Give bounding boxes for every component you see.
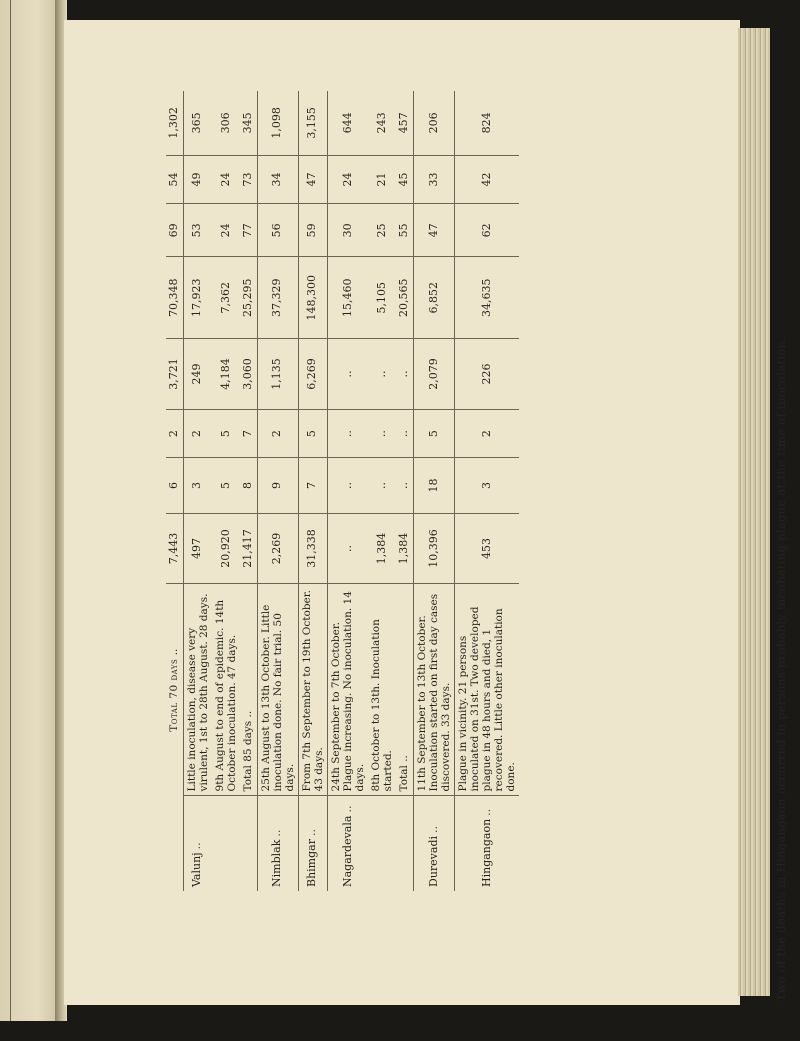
location-name: Nagardevala (340, 815, 354, 887)
cell-col4: 1,135 (257, 339, 298, 410)
period-description: Total .. (396, 584, 413, 796)
cell-col4: 249 (183, 339, 212, 410)
table-row (368, 91, 396, 891)
cell-persons: 2,269 (257, 513, 298, 584)
cell-col7: 24 (212, 155, 240, 204)
cell-col2: 18 (413, 458, 454, 513)
cell-col7: 42 (454, 155, 519, 204)
table-row (298, 91, 327, 891)
location-dots: .. (270, 829, 284, 837)
total-70-days-row (166, 91, 183, 891)
cell-col2: 3 (183, 458, 212, 513)
cell-col8: 365 (183, 91, 212, 155)
cell-col5: 37,329 (257, 257, 298, 339)
cell-col7: 21 (368, 155, 396, 204)
period-description: 9th August to end of epidemic. 14th October inoculation. 47 days. (212, 584, 240, 796)
total-70-col6: 69 (166, 204, 183, 257)
location-name: Nimblak (270, 839, 284, 887)
cell-col4: .. (368, 339, 396, 410)
cell-persons: 1,384 (396, 513, 413, 584)
cell-col3: 5 (413, 409, 454, 458)
footnote: Two of the deaths in Hingangaon occurred in persons probably incubating plague at the time of inoculation. (774, 336, 788, 1001)
cell-col3: 2 (454, 409, 519, 458)
cell-persons: 10,396 (413, 513, 454, 584)
cell-persons: 21,417 (240, 513, 257, 584)
cell-col8: 457 (396, 91, 413, 155)
cell-col5: 5,105 (368, 257, 396, 339)
cell-col2: 8 (240, 458, 257, 513)
location-name: Durevadi (426, 835, 440, 887)
cell-col8: 306 (212, 91, 240, 155)
cell-col6: 25 (368, 204, 396, 257)
cell-col2: 3 (454, 458, 519, 513)
cell-col3: .. (327, 409, 368, 458)
cell-col4: 2,079 (413, 339, 454, 410)
cell-col5: 25,295 (240, 257, 257, 339)
cell-col8: 206 (413, 91, 454, 155)
location-name: Bhimgar (305, 839, 319, 887)
period-description: 24th September to 7th October. Plague increasing. No inoculation. 14 days. (327, 584, 368, 796)
cell-col6: 77 (240, 204, 257, 257)
period-description: Plague in vicinity. 21 persons inoculated on 31st. Two developed plague in 48 hours and died, 1 recovered. Little other inoculation done. (454, 584, 519, 796)
cell-col7: 47 (298, 155, 327, 204)
period-description: From 7th September to 19th October. 43 days. (298, 584, 327, 796)
period-description: 11th September to 13th October. Inoculation started on first day cases discovered. 33 days. (413, 584, 454, 796)
cell-persons: 1,384 (368, 513, 396, 584)
cell-col6: 62 (454, 204, 519, 257)
total-70-col3: 2 (166, 409, 183, 458)
cell-col6: 59 (298, 204, 327, 257)
cell-col8: 345 (240, 91, 257, 155)
cell-col7: 49 (183, 155, 212, 204)
total-70-col4: 3,721 (166, 339, 183, 410)
cell-col8: 644 (327, 91, 368, 155)
cell-col4: 3,060 (240, 339, 257, 410)
cell-col2: .. (396, 458, 413, 513)
period-description: 25th August to 13th October. Little inoculation done. No fair trial. 50 days. (257, 584, 298, 796)
cell-col3: 2 (183, 409, 212, 458)
book-page (64, 20, 788, 1005)
cell-col2: .. (368, 458, 396, 513)
cell-col4: 4,184 (212, 339, 240, 410)
table-row (413, 91, 454, 891)
cell-persons: 453 (454, 513, 519, 584)
cell-col3: 5 (298, 409, 327, 458)
cell-persons: 31,338 (298, 513, 327, 584)
cell-col3: 5 (212, 409, 240, 458)
cell-col5: 15,460 (327, 257, 368, 339)
period-description: Little inoculation, disease very virulent, 1st to 28th August. 28 days. (183, 584, 212, 796)
total-70-persons: 7,443 (166, 513, 183, 584)
page-block-edge (738, 28, 770, 996)
total-70-col7: 54 (166, 155, 183, 204)
cell-col4: .. (327, 339, 368, 410)
facing-page-border (10, 0, 11, 1021)
cell-persons: .. (327, 513, 368, 584)
location-name: Valunj (190, 852, 204, 887)
cell-col3: 7 (240, 409, 257, 458)
cell-col6: 53 (183, 204, 212, 257)
cell-col8: 243 (368, 91, 396, 155)
table-body (166, 91, 519, 891)
rotated-table-page (64, 20, 800, 1041)
cell-col8: 3,155 (298, 91, 327, 155)
cell-persons: 497 (183, 513, 212, 584)
total-70-label: Total 70 days (168, 658, 181, 732)
location-name: Hingangaon (479, 818, 493, 887)
total-70-dots: .. (168, 648, 181, 656)
location-dots: .. (305, 829, 319, 837)
cell-col4: 6,269 (298, 339, 327, 410)
cell-col4: 226 (454, 339, 519, 410)
cell-col2: 7 (298, 458, 327, 513)
location-dots: .. (190, 842, 204, 850)
cell-col5: 17,923 (183, 257, 212, 339)
cell-col3: 2 (257, 409, 298, 458)
cell-col6: 56 (257, 204, 298, 257)
period-description: 8th October to 13th. Inoculation started. (368, 584, 396, 796)
cell-col8: 824 (454, 91, 519, 155)
table-row (257, 91, 298, 891)
cell-col7: 24 (327, 155, 368, 204)
cell-col3: .. (396, 409, 413, 458)
cell-col7: 45 (396, 155, 413, 204)
cell-col7: 73 (240, 155, 257, 204)
table-row (454, 91, 519, 891)
cell-col5: 148,300 (298, 257, 327, 339)
cell-persons: 20,920 (212, 513, 240, 584)
period-description: Total 85 days .. (240, 584, 257, 796)
cell-col2: 9 (257, 458, 298, 513)
cell-col5: 7,362 (212, 257, 240, 339)
cell-col6: 24 (212, 204, 240, 257)
cell-col5: 6,852 (413, 257, 454, 339)
cell-col7: 33 (413, 155, 454, 204)
location-dots: .. (479, 808, 493, 816)
cell-col5: 20,565 (396, 257, 413, 339)
location-dots: .. (426, 825, 440, 833)
table-row (396, 91, 413, 891)
total-70-col8: 1,302 (166, 91, 183, 155)
plague-statistics-table (166, 91, 519, 891)
total-70-col5: 70,348 (166, 257, 183, 339)
total-70-col2: 6 (166, 458, 183, 513)
table-row (240, 91, 257, 891)
cell-col7: 34 (257, 155, 298, 204)
cell-col2: .. (327, 458, 368, 513)
table-row (212, 91, 240, 891)
cell-col8: 1,098 (257, 91, 298, 155)
cell-col6: 55 (396, 204, 413, 257)
cell-col5: 34,635 (454, 257, 519, 339)
cell-col6: 30 (327, 204, 368, 257)
cell-col2: 5 (212, 458, 240, 513)
table-row (327, 91, 368, 891)
cell-col4: .. (396, 339, 413, 410)
table-row (183, 91, 212, 891)
cell-col6: 47 (413, 204, 454, 257)
cell-col3: .. (368, 409, 396, 458)
location-dots: .. (340, 805, 354, 813)
